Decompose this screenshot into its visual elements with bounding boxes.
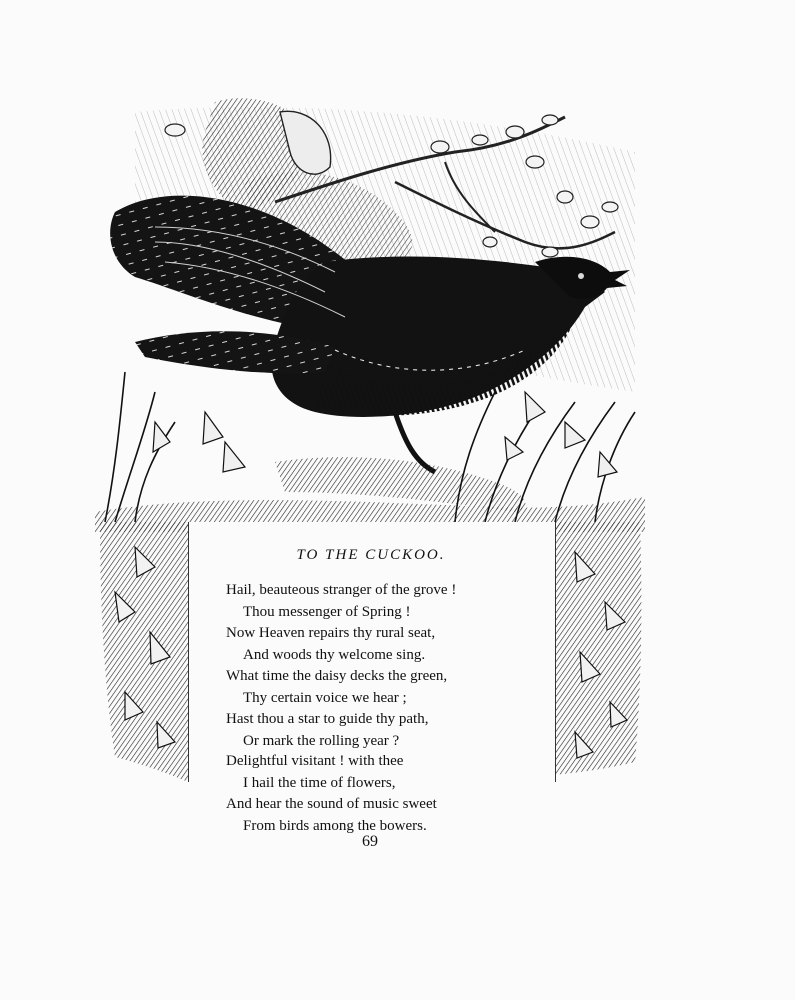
poem-line: From birds among the bowers. — [243, 817, 427, 834]
poem-stanza-2 — [226, 666, 546, 752]
poem-line: Now Heaven repairs thy rural seat, — [226, 625, 436, 641]
poem-line: And hear the sound of music sweet — [226, 796, 437, 812]
poem-title: TO THE CUCKOO. — [296, 547, 446, 563]
poem-line: And woods thy welcome sing. — [243, 646, 426, 663]
poem-line: Or mark the rolling year ? — [243, 732, 400, 749]
poem-line: Hast thou a star to guide thy path, — [226, 711, 429, 727]
poem-stanza-1 — [226, 580, 546, 666]
poem-line: Thy certain voice we hear ; — [243, 689, 407, 706]
poem-line: What time the daisy decks the green, — [226, 668, 448, 684]
page-number: 69 — [362, 833, 378, 850]
poem-line: Hail, beauteous stranger of the grove ! — [226, 582, 457, 598]
poem-line: I hail the time of flowers, — [243, 774, 396, 791]
poem-stanza-3 — [226, 751, 546, 837]
poem-line: Thou messenger of Spring ! — [243, 603, 411, 620]
poem-line: Delightful visitant ! with thee — [226, 753, 404, 769]
